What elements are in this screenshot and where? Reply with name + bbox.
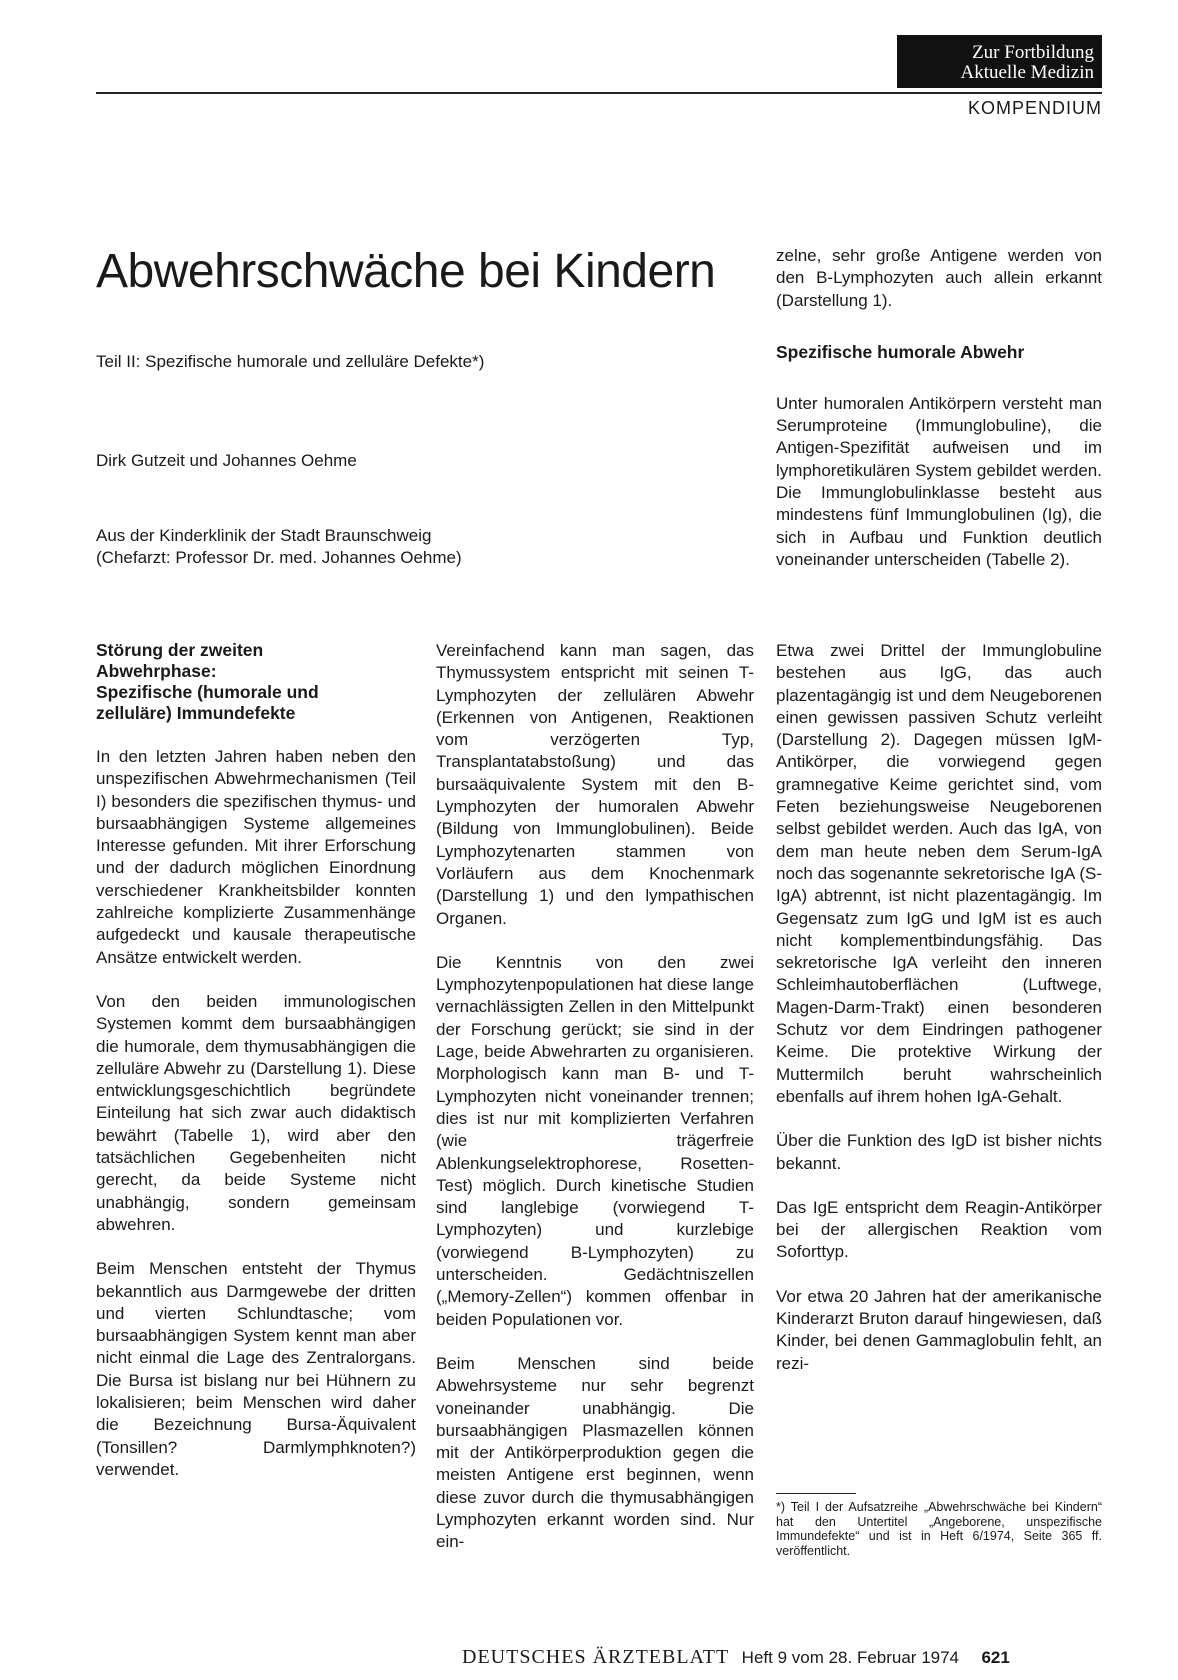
badge-line-2: Aktuelle Medizin bbox=[960, 62, 1094, 83]
paragraph: Das IgE entspricht dem Reagin-Antikörper bei der allergischen Reaktion vom Soforttyp. bbox=[776, 1197, 1102, 1262]
article-title: Abwehrschwäche bei Kindern bbox=[96, 245, 716, 298]
header-rule bbox=[96, 92, 1102, 94]
affiliation-line-2: (Chefarzt: Professor Dr. med. Johannes Oehme) bbox=[96, 548, 462, 567]
heading-line-2: Abwehrphase: bbox=[96, 661, 217, 681]
series-badge bbox=[897, 35, 1102, 88]
paragraph: In den letzten Jahren haben neben den unspezifischen Abwehrmechanismen (Teil I) besonders die spezifischen thymus- und bursaabhängigen Systeme allgemeines Interesse gefunden. Mit ihrer Erforschung und der dadurch möglichen Einordnung verschiedener Krankheitsbilder konnten zahlreiche komplizierte Zusammenhänge aufgedeckt und kausale therapeutische Ansätze entwickelt werden. bbox=[96, 747, 416, 967]
section-heading-immundefekte bbox=[96, 640, 416, 724]
footnote: *) Teil I der Aufsatzreihe „Abwehrschwäche bei Kindern“ hat den Untertitel „Angeborene, unspezifische Immundefekte“ und ist in Heft 6/1974, Seite 365 ff. veröffentlicht. bbox=[776, 1500, 1102, 1558]
heading-line-3: Spezifische (humorale und bbox=[96, 682, 319, 702]
paragraph: Die Kenntnis von den zwei Lymphozytenpopulationen hat diese lange vernachlässigten Zellen in den Mittelpunkt der Forschung gerückt; sie sind in der Lage, beide Abwehrarten zu organisieren. Morphologisch kann man B- und T-Lymphozyten nicht voneinander trennen; dies ist nur mit komplizierten Verfahren (wie trägerfreie Ablenkungselektrophorese, Rosetten-Test) möglich. Durch kinetische Studien sind langlebige (vorwiegend T-Lymphozyten) und kurzlebige (vorwiegend B-Lymphozyten) zu unterscheiden. Gedächtniszellen („Memory-Zellen“) kommen offenbar in beiden Populationen vor. bbox=[436, 952, 754, 1329]
column-2 bbox=[436, 640, 754, 1576]
badge-line-1: Zur Fortbildung bbox=[972, 42, 1094, 63]
paragraph: Etwa zwei Drittel der Immunglobuline bestehen aus IgG, das auch plazentagängig ist und dem Neugeborenen einen gewissen passiven Schutz verleiht (Darstellung 2). Dagegen müssen IgM-Antikörper, die vorwiegend gegen gramnegative Keime gerichtet sind, vom Feten beziehungsweise Neugeborenen selbst gebildet werden. Auch das IgA, von dem man heute neben dem Serum-IgA noch das sogenannte sekretorische IgA (S-IgA) abtrennt, ist nicht plazentagängig. Im Gegensatz zum IgG und IgM ist es auch nicht komplementbindungsfähig. Das sekretorische IgA verleiht den inneren Schleimhautoberflächen (Luftwege, Magen-Darm-Trakt) einen besonderen Schutz vor dem Eindringen pathogener Keime. Die protektive Wirkung der Muttermilch beruht wahrscheinlich ebenfalls auf ihrem hohen IgA-Gehalt. bbox=[776, 641, 1102, 1106]
heading-line-4: zelluläre) Immundefekte bbox=[96, 703, 296, 723]
column-1 bbox=[96, 640, 416, 1503]
right-top-column bbox=[776, 245, 1102, 593]
issue-info: Heft 9 vom 28. Februar 1974 bbox=[741, 1648, 960, 1667]
paragraph: Von den beiden immunologischen Systemen kommt dem bursaabhängigen die humorale, dem thymusabhängigen die zelluläre Abwehr zu (Darstellung 1). Diese entwicklungsgeschichtlich begründete Einteilung hat sich zwar auch didaktisch bewährt (Tabelle 1), wird aber den tatsächlichen Gegebenheiten nicht gerecht, da beide Systeme nicht unabhängig, sondern gemeinsam abwehren. bbox=[96, 991, 416, 1234]
paragraph: Beim Menschen sind beide Abwehrsysteme nur sehr begrenzt voneinander unabhängig. Die bursaabhängigen Plasmazellen können mit der Antikörperproduktion gegen die meisten Antigene erst beginnen, wenn diese zuvor durch die thymusabhängigen Lymphozyten erkannt worden sind. Nur ein- bbox=[436, 1353, 754, 1552]
article-subtitle: Teil II: Spezifische humorale und zelluläre Defekte*) bbox=[96, 352, 485, 371]
paragraph: Vereinfachend kann man sagen, das Thymussystem entspricht mit seinen T-Lymphozyten der zellulären Abwehr (Erkennen von Antigenen, Reaktionen vom verzögerten Typ, Transplantatabstoßung) und das bursaäquivalente System mit den B-Lymphozyten der humoralen Abwehr (Bildung von Immunglobulinen). Beide Lymphozytenarten stammen von Vorläufern aus dem Knochenmark (Darstellung 1) und den lympathischen Organen. bbox=[436, 641, 754, 928]
article-authors: Dirk Gutzeit und Johannes Oehme bbox=[96, 451, 357, 470]
column-3 bbox=[776, 640, 1102, 1397]
paragraph: Beim Menschen entsteht der Thymus bekanntlich aus Darmgewebe der dritten und vierten Schlundtasche; vom bursaabhängigen System kennt man aber nicht einmal die Lage des Zentralorgans. Die Bursa ist bislang nur bei Hühnern zu lokalisieren; beim Menschen wird daher die Bezeichnung Bursa-Äquivalent (Tonsillen? Darmlymphknoten?) verwendet. bbox=[96, 1259, 416, 1479]
paragraph: Vor etwa 20 Jahren hat der amerikanische Kinderarzt Bruton darauf hingewiesen, daß Kinder, bei denen Gammaglobulin fehlt, an rezi- bbox=[776, 1286, 1102, 1373]
section-heading-humoral: Spezifische humorale Abwehr bbox=[776, 341, 1025, 362]
page-number: 621 bbox=[981, 1648, 1010, 1667]
heading-line-1: Störung der zweiten bbox=[96, 640, 264, 660]
section-label: KOMPENDIUM bbox=[967, 98, 1102, 118]
paragraph: Über die Funktion des IgD ist bisher nichts bekannt. bbox=[776, 1131, 1102, 1173]
continued-paragraph: zelne, sehr große Antigene werden von den B-Lymphozyten auch allein erkannt (Darstellung 1). bbox=[776, 246, 1102, 310]
article-affiliation bbox=[96, 525, 462, 569]
affiliation-line-1: Aus der Kinderklinik der Stadt Braunschweig bbox=[96, 526, 432, 545]
page-footer bbox=[462, 1646, 1010, 1669]
footnote-rule bbox=[776, 1493, 856, 1494]
humoral-paragraph: Unter humoralen Antikörpern versteht man Serumproteine (Immunglobuline), die Antigen-Spezifität aufweisen und im lymphoretikulären System gebildet werden. Die Immunglobulinklasse besteht aus mindestens fünf Immunglobulinen (Ig), die sich in Aufbau und Funktion deutlich voneinander unterscheiden (Tabelle 2). bbox=[776, 393, 1102, 569]
journal-name: DEUTSCHES ÄRZTEBLATT bbox=[462, 1646, 730, 1668]
